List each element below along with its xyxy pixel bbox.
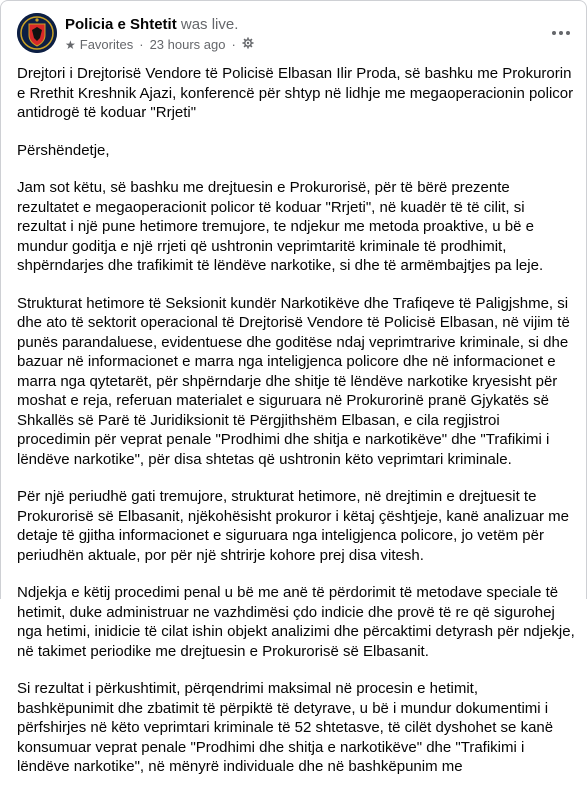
post-paragraph: Për një periudhë gati tremujore, strukturat hetimore, në drejtimin e drejtuesit te Prokurorisë së Elbasanit, njëkohësisht prokuror i këtaj çështjeje, kanë analizuar me detaje të gjitha informacionet e siguruara nga inteligjenca policore, jo vetëm për periudhën aktuale, por për një shtrirje kohore prej disa vitesh. xyxy=(17,488,569,564)
post-paragraph: Jam sot këtu, së bashku me drejtuesin e Prokurorisë, për të bërë prezente rezultatet e megaoperacionit policor të koduar "Rrjeti", në kuadër të të cilit, si rezultat i një pune hetimore tremujore, te ndjekur me metoda proaktive, u bë e mundur goditja e një rrjeti që ushtronin veprimtaritë kriminale të prodhimit, shpërndarjes dhe trafikimit të lëndëve narkotike, si dhe të armëmbajtjes pa leje. xyxy=(17,179,544,274)
meta-separator: · xyxy=(139,37,144,52)
post-paragraph: Strukturat hetimore të Seksionit kundër Narkotikëve dhe Trafiqeve të Paligjshme, si dhe ato të sektorit operacional të Drejtorisë Vendore të Policisë Elbasan, në vijim të punës parandaluese, evidentuese dhe goditëse ndaj veprimtrarive kriminale, si dhe bazuar në informacionet e marra nga inteligjenca policore dhe në informacionet e marra nga qytetarët, për shpërndarje dhe shitje të lëndëve narkotike kryesisht për moshat e reja, referuan materialet e siguruara në Prokurorinë pranë Gjykatës së Shkallës së Parë të Juridiksionit të Përgjithshëm Elbasan, e cila regjistroi procedimin për veprat penale "Prodhimi dhe shitja e narkotikëve" dhe "Trafikimi i lëndëve narkotike", për disa shtetas që ushtronin këto veprimtari kriminale. xyxy=(17,294,570,468)
meta-separator: · xyxy=(231,37,236,52)
post-header xyxy=(17,13,577,57)
page-name-link[interactable]: Policia e Shtetit xyxy=(65,16,177,33)
post-paragraph: Si rezultat i përkushtimit, përqendrimi maksimal në procesin e hetimit, bashkëpunimit dhe zbatimit të përpiktë të detyrave, u bë i mundur dokumentimi i përfshirjes në këto veprimtari kriminale të 52 shtetasve, të cilët dyshohet se kanë konsumuar veprat penale "Prodhimi dhe shitja e narkotikëve" dhe "Trafikimi i lëndëve narkotike", në mënyrë individuale dhe në bashkëpunim me xyxy=(17,680,554,775)
live-status: was live. xyxy=(180,16,239,33)
post-text xyxy=(17,64,575,795)
favorites-star-icon: ★ xyxy=(65,37,76,52)
page-name-line xyxy=(65,16,238,33)
post-paragraph: Drejtori i Drejtorisë Vendore të Policisë Elbasan Ilir Proda, së bashku me Prokurorin e Rrethit Kreshnik Ajazi, konferencë për shtyp në lidhje me megaoperacionin policor antidrogë të koduar "Rrjeti" xyxy=(17,65,574,121)
post-paragraph: Ndjekja e këtij procedimi penal u bë me anë të përdorimit të metodave speciale të hetimit, duke administruar ne vazhdimësi çdo indicie dhe provë të re që sigurohej nga hetimi, inidicie të cilat ishin objekt analizimi dhe përcaktimi detyrash për ndjekje, në takimet periodike me drejtuesin e Prokurorisë së Elbasanit. xyxy=(17,584,575,660)
post-timestamp[interactable]: 23 hours ago xyxy=(149,37,226,52)
ellipsis-icon xyxy=(551,30,571,36)
page-avatar[interactable] xyxy=(17,13,57,53)
privacy-settings-icon xyxy=(242,37,254,52)
gear-icon xyxy=(242,37,254,49)
police-badge-icon xyxy=(17,13,57,53)
audience-label[interactable]: Favorites xyxy=(79,37,134,52)
post-paragraph: Përshëndetje, xyxy=(17,141,110,159)
post-meta xyxy=(65,37,254,52)
more-options-button[interactable] xyxy=(543,15,579,51)
